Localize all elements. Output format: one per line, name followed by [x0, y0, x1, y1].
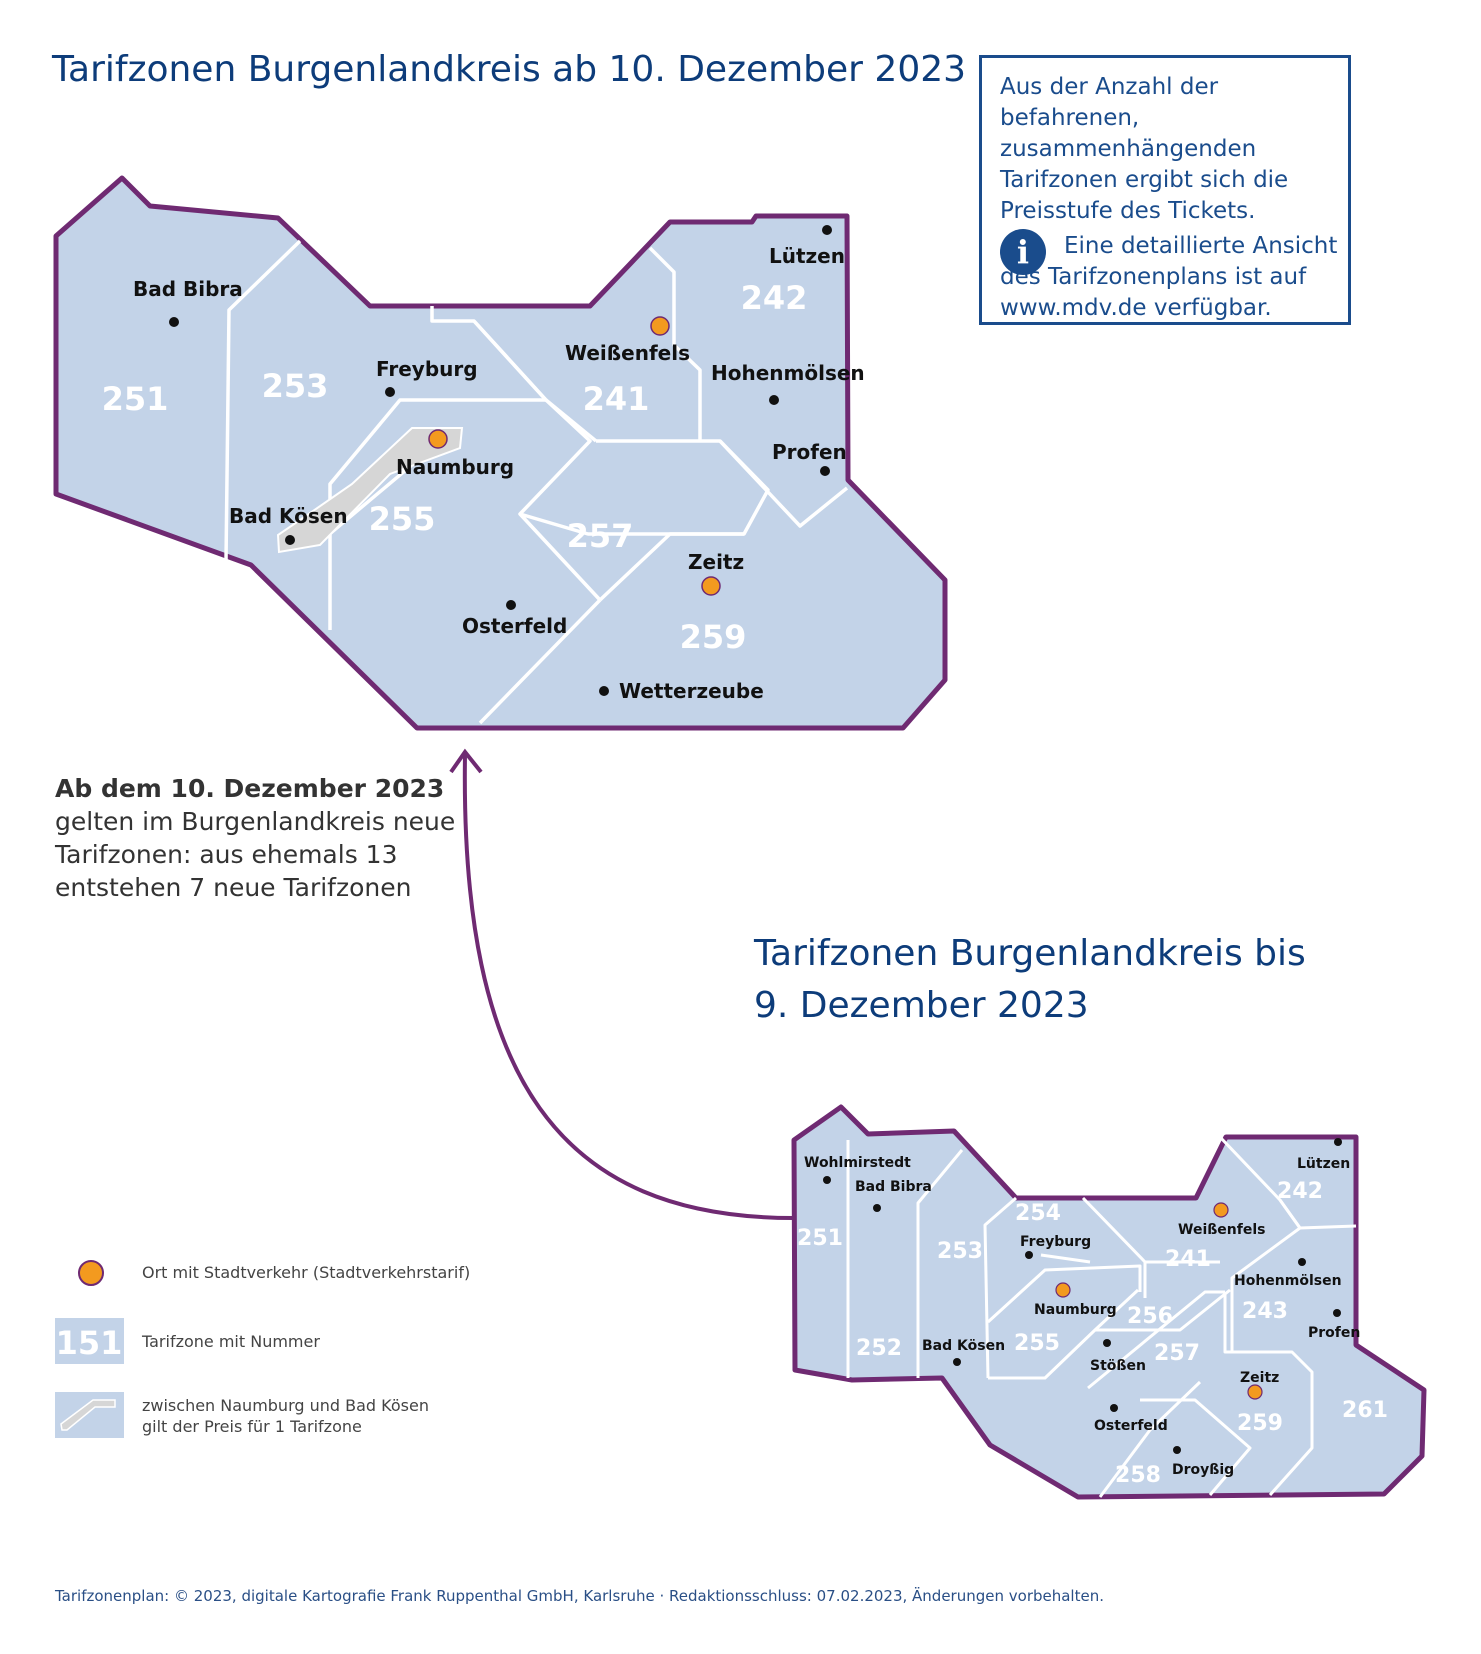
- old-town-zeitz: Zeitz: [1240, 1370, 1280, 1386]
- town-wetterzeube: Wetterzeube: [619, 679, 764, 703]
- new-zone-map: [56, 178, 945, 728]
- city-traffic-dot: [1214, 1203, 1228, 1217]
- town-dot: [506, 600, 516, 610]
- legend-corridor-label: [142, 1395, 429, 1437]
- old-town-stoessen: Stößen: [1090, 1358, 1146, 1374]
- old-zone-257: 257: [1154, 1341, 1200, 1366]
- town-dot: [822, 225, 832, 235]
- change-arrow: [465, 755, 794, 1218]
- town-dot: [1298, 1258, 1306, 1266]
- old-town-hohenmoelsen: Hohenmölsen: [1234, 1273, 1342, 1289]
- old-town-droyssig: Droyßig: [1172, 1462, 1235, 1478]
- new-zone-259: 259: [679, 618, 747, 656]
- city-traffic-dot: [429, 430, 447, 448]
- town-profen: Profen: [772, 440, 847, 464]
- new-zone-241: 241: [582, 380, 650, 418]
- town-dot: [1173, 1446, 1181, 1454]
- city-traffic-dot: [1056, 1283, 1070, 1297]
- new-zone-251: 251: [101, 380, 169, 418]
- legend-zone-label: Tarifzone mit Nummer: [142, 1332, 320, 1351]
- old-zone-256: 256: [1127, 1304, 1173, 1329]
- legend-corridor-swatch: [55, 1392, 124, 1438]
- town-dot: [769, 395, 779, 405]
- town-dot: [599, 686, 609, 696]
- city-traffic-dot: [1248, 1385, 1262, 1399]
- legend-city-dot: [79, 1261, 103, 1285]
- town-naumburg: Naumburg: [396, 455, 515, 479]
- legend-corridor-line2: gilt der Preis für 1 Tarifzone: [142, 1417, 362, 1436]
- town-osterfeld: Osterfeld: [462, 614, 568, 638]
- town-hohenmoelsen: Hohenmölsen: [711, 361, 865, 385]
- town-zeitz: Zeitz: [688, 550, 745, 574]
- new-zone-253: 253: [261, 367, 329, 405]
- new-zone-255: 255: [368, 500, 436, 538]
- town-bad-bibra: Bad Bibra: [133, 277, 243, 301]
- town-dot: [169, 317, 179, 327]
- old-zone-254: 254: [1015, 1201, 1061, 1226]
- town-dot: [1333, 1309, 1341, 1317]
- old-town-profen: Profen: [1308, 1325, 1361, 1341]
- old-town-naumburg: Naumburg: [1034, 1302, 1117, 1318]
- town-freyburg: Freyburg: [376, 357, 478, 381]
- old-zone-251: 251: [797, 1226, 843, 1251]
- old-zone-243: 243: [1242, 1299, 1288, 1324]
- old-zone-261: 261: [1342, 1398, 1388, 1423]
- old-town-bad-bibra: Bad Bibra: [855, 1179, 932, 1195]
- change-note-text: gelten im Burgenlandkreis neue Tarifzonen: aus ehemals 13 entstehen 7 neue Tarifzonen: [55, 807, 456, 902]
- footer-credit: Tarifzonenplan: © 2023, digitale Kartografie Frank Ruppenthal GmbH, Karlsruhe · Redaktionsschluss: 07.02.2023, Änderungen vorbehalten.: [55, 1587, 1104, 1605]
- new-zone-257: 257: [566, 517, 634, 555]
- old-zone-255: 255: [1014, 1331, 1060, 1356]
- title-old-line2: 9. Dezember 2023: [754, 985, 1089, 1027]
- town-dot: [820, 466, 830, 476]
- change-note: [55, 772, 475, 904]
- old-zone-map: [794, 1107, 1424, 1497]
- change-note-bold: Ab dem 10. Dezember 2023: [55, 774, 445, 803]
- town-dot: [1103, 1339, 1111, 1347]
- old-town-osterfeld: Osterfeld: [1094, 1418, 1168, 1434]
- town-dot: [1334, 1138, 1342, 1146]
- info-icon: i: [1000, 229, 1046, 275]
- town-dot: [1110, 1404, 1118, 1412]
- town-bad-koesen: Bad Kösen: [229, 504, 348, 528]
- town-luetzen: Lützen: [769, 244, 845, 268]
- town-dot: [285, 535, 295, 545]
- town-dot: [873, 1204, 881, 1212]
- info-text: Aus der Anzahl der befahrenen, zusammenhängenden Tarifzonen ergibt sich die Preisstufe des Tickets.: [1000, 74, 1289, 224]
- old-zone-259: 259: [1237, 1411, 1283, 1436]
- old-town-wohlmirstedt: Wohlmirstedt: [804, 1155, 911, 1171]
- legend-city-label: Ort mit Stadtverkehr (Stadtverkehrstarif): [142, 1263, 471, 1282]
- old-town-luetzen: Lützen: [1297, 1156, 1351, 1172]
- city-traffic-dot: [651, 317, 669, 335]
- legend-zone-number: 151: [55, 1324, 123, 1362]
- title-new-zones: Tarifzonen Burgenlandkreis ab 10. Dezember 2023: [52, 49, 967, 90]
- town-weissenfels: Weißenfels: [565, 341, 690, 365]
- city-traffic-dot: [702, 577, 720, 595]
- town-dot: [1025, 1251, 1033, 1259]
- new-zone-242: 242: [740, 279, 808, 317]
- town-dot: [823, 1176, 831, 1184]
- old-town-weissenfels: Weißenfels: [1178, 1222, 1266, 1238]
- town-dot: [385, 387, 395, 397]
- legend-corridor-line1: zwischen Naumburg und Bad Kösen: [142, 1396, 429, 1415]
- old-town-bad-koesen: Bad Kösen: [922, 1338, 1006, 1354]
- old-zone-252: 252: [856, 1336, 902, 1361]
- old-zone-241: 241: [1165, 1247, 1211, 1272]
- old-town-freyburg: Freyburg: [1020, 1234, 1092, 1250]
- info-detail-text: Eine detaillierte Ansicht des Tarifzonenplans ist auf www.mdv.de verfügbar.: [1000, 233, 1338, 321]
- old-zone-253: 253: [937, 1239, 983, 1264]
- town-dot: [953, 1358, 961, 1366]
- title-old-line1: Tarifzonen Burgenlandkreis bis: [754, 933, 1306, 974]
- old-zone-242: 242: [1277, 1179, 1323, 1204]
- old-zone-258: 258: [1115, 1463, 1161, 1488]
